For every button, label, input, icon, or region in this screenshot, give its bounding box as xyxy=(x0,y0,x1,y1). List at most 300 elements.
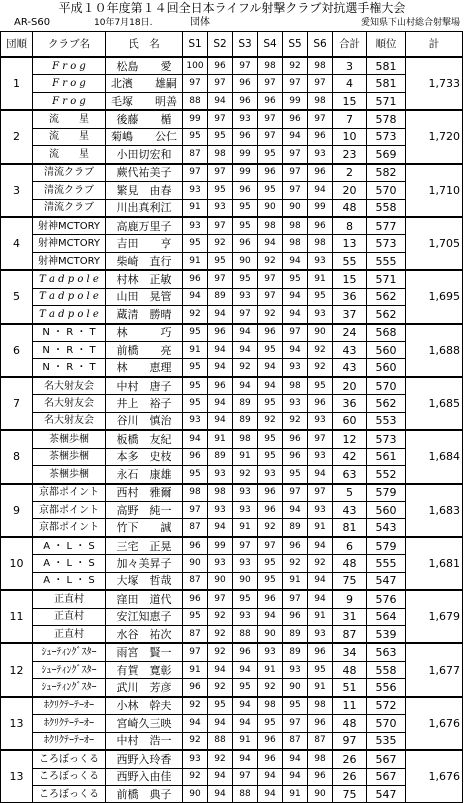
series-score: 92 xyxy=(208,608,233,625)
series-score: 96 xyxy=(258,501,283,518)
series-score: 93 xyxy=(183,750,208,768)
header-name: 氏 名 xyxy=(106,32,183,58)
place-value: 570 xyxy=(367,182,406,199)
series-score: 98 xyxy=(233,430,258,448)
series-score: 89 xyxy=(233,412,258,430)
sum-value: 11 xyxy=(333,697,367,715)
team-group xyxy=(1,377,463,430)
series-score: 93 xyxy=(283,661,308,678)
series-score: 95 xyxy=(233,217,258,235)
sum-value: 36 xyxy=(333,395,367,412)
club-name: 射神MCTORY xyxy=(33,235,106,252)
shooter-name: 小田切宏和 xyxy=(106,146,183,164)
series-score: 92 xyxy=(233,466,258,484)
series-score: 96 xyxy=(233,235,258,252)
club-name: ｼｭｰﾃｨﾝｸﾞｽﾀｰ xyxy=(33,643,106,661)
team-group xyxy=(1,590,463,643)
table-row xyxy=(1,679,463,697)
series-score: 87 xyxy=(183,519,208,537)
series-score: 95 xyxy=(233,679,258,697)
series-score: 92 xyxy=(233,359,258,377)
team-rank: 7 xyxy=(1,377,33,430)
series-score: 95 xyxy=(258,146,283,164)
shooter-name: 本多 史枝 xyxy=(106,448,183,465)
shooter-name: 北濱 雄嗣 xyxy=(106,75,183,92)
series-score: 95 xyxy=(308,377,333,395)
series-score: 92 xyxy=(283,57,308,75)
team-rank: 4 xyxy=(1,217,33,270)
series-score: 97 xyxy=(258,128,283,145)
series-score: 92 xyxy=(283,412,308,430)
series-score: 94 xyxy=(308,182,333,199)
table-row xyxy=(1,146,463,164)
table-row xyxy=(1,395,463,412)
series-score: 89 xyxy=(283,643,308,661)
sum-value: 81 xyxy=(333,519,367,537)
series-score: 96 xyxy=(233,128,258,145)
header-sum: 合計 xyxy=(333,32,367,58)
series-score: 96 xyxy=(283,608,308,625)
series-score: 93 xyxy=(233,110,258,128)
team-rank: 6 xyxy=(1,324,33,377)
series-score: 88 xyxy=(233,785,258,802)
series-score: 99 xyxy=(208,537,233,555)
sum-value: 9 xyxy=(333,590,367,608)
series-score: 91 xyxy=(183,199,208,217)
place-value: 558 xyxy=(367,661,406,678)
series-score: 93 xyxy=(258,466,283,484)
table-row xyxy=(1,110,463,128)
shooter-name: 後藤 楯 xyxy=(106,110,183,128)
team-rank: 12 xyxy=(1,643,33,696)
series-score: 93 xyxy=(233,608,258,625)
series-score: 94 xyxy=(283,501,308,518)
shooter-name: 谷川 慎治 xyxy=(106,412,183,430)
series-score: 92 xyxy=(308,555,333,572)
series-score: 99 xyxy=(308,199,333,217)
table-row xyxy=(1,519,463,537)
series-score: 96 xyxy=(308,217,333,235)
series-score: 94 xyxy=(208,412,233,430)
sum-value: 63 xyxy=(333,466,367,484)
series-score: 94 xyxy=(283,342,308,359)
series-score: 90 xyxy=(233,252,258,270)
table-row xyxy=(1,537,463,555)
series-score: 95 xyxy=(258,572,283,590)
sum-value: 20 xyxy=(333,377,367,395)
series-score: 97 xyxy=(258,110,283,128)
sum-value: 48 xyxy=(333,661,367,678)
shooter-name: 林 巧 xyxy=(106,324,183,342)
series-score: 92 xyxy=(283,555,308,572)
series-score: 87 xyxy=(183,626,208,644)
sum-value: 55 xyxy=(333,252,367,270)
team-rank: 1 xyxy=(1,57,33,110)
series-score: 90 xyxy=(183,555,208,572)
page-title: 平成１０年度第１４回全日本ライフル射撃クラブ対抗選手権大会 xyxy=(58,1,406,15)
series-score: 95 xyxy=(183,324,208,342)
sum-value: 24 xyxy=(333,324,367,342)
series-score: 97 xyxy=(258,537,283,555)
series-score: 93 xyxy=(233,501,258,518)
club-name: F r o g xyxy=(33,75,106,92)
series-score: 94 xyxy=(233,342,258,359)
table-row xyxy=(1,377,463,395)
shooter-name: 繁見 由春 xyxy=(106,182,183,199)
series-score: 90 xyxy=(308,324,333,342)
club-name: ｼｭｰﾃｨﾝｸﾞｽﾀｰ xyxy=(33,661,106,678)
series-score: 94 xyxy=(208,768,233,785)
series-score: 93 xyxy=(308,448,333,465)
series-score: 92 xyxy=(208,626,233,644)
table-row xyxy=(1,732,463,750)
series-score: 97 xyxy=(208,75,233,92)
place-value: 556 xyxy=(367,679,406,697)
series-score: 94 xyxy=(208,395,233,412)
place-value: 561 xyxy=(367,448,406,465)
series-score: 97 xyxy=(283,715,308,732)
team-rank: 13 xyxy=(1,750,33,803)
series-score: 93 xyxy=(308,501,333,518)
shooter-name: 井上 裕子 xyxy=(106,395,183,412)
sum-value: 37 xyxy=(333,306,367,324)
series-score: 95 xyxy=(258,342,283,359)
team-group xyxy=(1,537,463,590)
series-score: 95 xyxy=(308,661,333,678)
sum-value: 60 xyxy=(333,412,367,430)
series-score: 90 xyxy=(258,199,283,217)
series-score: 98 xyxy=(183,484,208,502)
series-score: 91 xyxy=(208,430,233,448)
place-value: 560 xyxy=(367,359,406,377)
place-value: 543 xyxy=(367,519,406,537)
series-score: 95 xyxy=(258,555,283,572)
sum-value: 97 xyxy=(333,732,367,750)
club-name: 清流クラブ xyxy=(33,182,106,199)
series-score: 95 xyxy=(283,466,308,484)
series-score: 89 xyxy=(208,288,233,305)
place-value: 562 xyxy=(367,288,406,305)
series-score: 97 xyxy=(308,75,333,92)
sum-value: 26 xyxy=(333,750,367,768)
series-score: 95 xyxy=(258,395,283,412)
series-score: 96 xyxy=(258,750,283,768)
series-score: 92 xyxy=(183,732,208,750)
shooter-name: 水谷 祐次 xyxy=(106,626,183,644)
series-score: 88 xyxy=(208,732,233,750)
club-name: ﾎｸﾘｸﾃｰﾃｰｵｰ xyxy=(33,715,106,732)
place-value: 582 xyxy=(367,164,406,182)
place-value: 576 xyxy=(367,590,406,608)
series-score: 95 xyxy=(233,590,258,608)
series-score: 94 xyxy=(208,519,233,537)
series-score: 94 xyxy=(283,306,308,324)
series-score: 92 xyxy=(308,342,333,359)
shooter-name: 西野入玲香 xyxy=(106,750,183,768)
series-score: 94 xyxy=(233,377,258,395)
event-date: 10年7月18日. xyxy=(94,18,153,28)
event-type: 団体 xyxy=(190,17,210,28)
series-score: 91 xyxy=(183,252,208,270)
club-name: 正直村 xyxy=(33,608,106,625)
series-score: 89 xyxy=(208,448,233,465)
series-score: 94 xyxy=(183,288,208,305)
series-score: 95 xyxy=(183,466,208,484)
place-value: 558 xyxy=(367,199,406,217)
sum-value: 15 xyxy=(333,270,367,288)
series-score: 94 xyxy=(258,235,283,252)
series-score: 96 xyxy=(308,395,333,412)
club-name: 射神MCTORY xyxy=(33,252,106,270)
series-score: 93 xyxy=(233,555,258,572)
place-value: 573 xyxy=(367,235,406,252)
series-score: 89 xyxy=(233,395,258,412)
place-value: 552 xyxy=(367,466,406,484)
series-score: 94 xyxy=(283,128,308,145)
shooter-name: 林 恵理 xyxy=(106,359,183,377)
club-name: A ・ L ・ S xyxy=(33,537,106,555)
place-value: 572 xyxy=(367,697,406,715)
series-score: 97 xyxy=(283,484,308,502)
meta-line xyxy=(0,16,464,30)
table-row xyxy=(1,572,463,590)
sum-value: 20 xyxy=(333,182,367,199)
series-score: 97 xyxy=(283,164,308,182)
place-value: 567 xyxy=(367,750,406,768)
series-score: 97 xyxy=(208,164,233,182)
club-name: 名大射友会 xyxy=(33,377,106,395)
sum-value: 23 xyxy=(333,146,367,164)
team-total: 1,677 xyxy=(406,643,463,696)
header-s3: S3 xyxy=(233,32,258,58)
series-score: 96 xyxy=(233,75,258,92)
club-name: 名大射友会 xyxy=(33,412,106,430)
series-score: 93 xyxy=(233,288,258,305)
club-name: 清流クラブ xyxy=(33,199,106,217)
series-score: 96 xyxy=(258,484,283,502)
shooter-name: 西村 雅爾 xyxy=(106,484,183,502)
shooter-name: 川出真利江 xyxy=(106,199,183,217)
team-total: 1,733 xyxy=(406,57,463,110)
shooter-name: 有賀 寛彰 xyxy=(106,661,183,678)
series-score: 98 xyxy=(283,235,308,252)
series-score: 94 xyxy=(308,590,333,608)
series-score: 99 xyxy=(233,164,258,182)
series-score: 93 xyxy=(208,555,233,572)
series-score: 94 xyxy=(258,377,283,395)
shooter-name: 板橋 友紀 xyxy=(106,430,183,448)
shooter-name: 中村 唐子 xyxy=(106,377,183,395)
shooter-name: 西野入由佳 xyxy=(106,768,183,785)
series-score: 96 xyxy=(258,732,283,750)
place-value: 555 xyxy=(367,252,406,270)
series-score: 87 xyxy=(283,732,308,750)
series-score: 91 xyxy=(233,519,258,537)
series-score: 94 xyxy=(208,661,233,678)
club-name: N ・ R ・ T xyxy=(33,342,106,359)
header-place: 順位 xyxy=(367,32,406,58)
series-score: 95 xyxy=(258,448,283,465)
sum-value: 5 xyxy=(333,484,367,502)
table-row xyxy=(1,785,463,802)
series-score: 92 xyxy=(208,643,233,661)
sum-value: 3 xyxy=(333,57,367,75)
series-score: 97 xyxy=(233,768,258,785)
series-score: 88 xyxy=(183,92,208,110)
club-name: 京都ポイント xyxy=(33,519,106,537)
table-row xyxy=(1,697,463,715)
series-score: 94 xyxy=(283,288,308,305)
shooter-name: 松島 愛 xyxy=(106,57,183,75)
table-row xyxy=(1,608,463,625)
team-total: 1,681 xyxy=(406,537,463,590)
series-score: 97 xyxy=(183,643,208,661)
header-row xyxy=(1,32,463,58)
team-total: 1,705 xyxy=(406,217,463,270)
series-score: 97 xyxy=(258,75,283,92)
series-score: 96 xyxy=(308,768,333,785)
series-score: 95 xyxy=(183,235,208,252)
series-score: 88 xyxy=(233,626,258,644)
series-score: 97 xyxy=(308,430,333,448)
club-name: ころぼっくる xyxy=(33,785,106,802)
series-score: 98 xyxy=(258,697,283,715)
table-row xyxy=(1,217,463,235)
header-total: 計 xyxy=(406,32,463,58)
series-score: 90 xyxy=(308,785,333,802)
series-score: 97 xyxy=(208,110,233,128)
sum-value: 75 xyxy=(333,785,367,802)
series-score: 95 xyxy=(208,252,233,270)
series-score: 93 xyxy=(308,626,333,644)
sum-value: 36 xyxy=(333,288,367,305)
club-name: 正直村 xyxy=(33,626,106,644)
table-row xyxy=(1,448,463,465)
series-score: 94 xyxy=(308,572,333,590)
series-score: 94 xyxy=(258,785,283,802)
series-score: 97 xyxy=(258,288,283,305)
table-row xyxy=(1,590,463,608)
series-score: 98 xyxy=(208,146,233,164)
shooter-name: 中村 浩一 xyxy=(106,732,183,750)
series-score: 97 xyxy=(208,270,233,288)
series-score: 92 xyxy=(258,252,283,270)
series-score: 96 xyxy=(283,110,308,128)
place-value: 570 xyxy=(367,715,406,732)
table-row xyxy=(1,324,463,342)
table-row xyxy=(1,342,463,359)
place-value: 579 xyxy=(367,537,406,555)
table-row xyxy=(1,626,463,644)
series-score: 96 xyxy=(308,715,333,732)
header-s1: S1 xyxy=(183,32,208,58)
series-score: 92 xyxy=(183,768,208,785)
sum-value: 26 xyxy=(333,768,367,785)
series-score: 99 xyxy=(283,92,308,110)
series-score: 96 xyxy=(308,643,333,661)
club-name: 流 星 xyxy=(33,110,106,128)
series-score: 99 xyxy=(183,110,208,128)
team-rank: 2 xyxy=(1,110,33,163)
team-rank: 13 xyxy=(1,697,33,750)
series-score: 93 xyxy=(183,217,208,235)
place-value: 562 xyxy=(367,306,406,324)
club-name: T a d p o l e xyxy=(33,288,106,305)
club-name: 正直村 xyxy=(33,590,106,608)
table-row xyxy=(1,661,463,678)
team-rank: 5 xyxy=(1,270,33,323)
series-score: 96 xyxy=(233,643,258,661)
series-score: 96 xyxy=(183,448,208,465)
table-row xyxy=(1,555,463,572)
series-score: 94 xyxy=(233,661,258,678)
header-club: クラブ名 xyxy=(33,32,106,58)
series-score: 96 xyxy=(258,324,283,342)
club-name: 流 星 xyxy=(33,128,106,145)
shooter-name: 安江知恵子 xyxy=(106,608,183,625)
shooter-name: 竹下 誠 xyxy=(106,519,183,537)
team-total: 1,710 xyxy=(406,164,463,217)
team-group xyxy=(1,750,463,803)
series-score: 94 xyxy=(283,252,308,270)
place-value: 573 xyxy=(367,128,406,145)
series-score: 92 xyxy=(258,412,283,430)
series-score: 97 xyxy=(233,537,258,555)
team-total: 1,683 xyxy=(406,484,463,537)
series-score: 92 xyxy=(183,697,208,715)
shooter-name: 永石 康雄 xyxy=(106,466,183,484)
sum-value: 43 xyxy=(333,501,367,518)
series-score: 96 xyxy=(283,448,308,465)
series-score: 95 xyxy=(183,128,208,145)
series-score: 97 xyxy=(233,57,258,75)
series-score: 89 xyxy=(283,519,308,537)
series-score: 97 xyxy=(308,484,333,502)
shooter-name: 柴崎 直行 xyxy=(106,252,183,270)
place-value: 571 xyxy=(367,92,406,110)
series-score: 94 xyxy=(233,750,258,768)
series-score: 93 xyxy=(308,306,333,324)
shooter-name: 毛塚 明善 xyxy=(106,92,183,110)
shooter-name: 村林 正敏 xyxy=(106,270,183,288)
series-score: 89 xyxy=(283,626,308,644)
place-value: 535 xyxy=(367,732,406,750)
series-score: 96 xyxy=(183,590,208,608)
club-name: 茶梱歩梱 xyxy=(33,448,106,465)
series-score: 92 xyxy=(208,235,233,252)
table-row xyxy=(1,768,463,785)
table-row xyxy=(1,412,463,430)
team-group xyxy=(1,217,463,270)
table-row xyxy=(1,750,463,768)
series-score: 98 xyxy=(283,217,308,235)
sum-value: 43 xyxy=(333,359,367,377)
series-score: 94 xyxy=(183,715,208,732)
shooter-name: 雨宮 賢一 xyxy=(106,643,183,661)
series-score: 92 xyxy=(258,306,283,324)
table-row xyxy=(1,484,463,502)
series-score: 92 xyxy=(258,679,283,697)
series-score: 97 xyxy=(233,306,258,324)
series-score: 92 xyxy=(308,359,333,377)
shooter-name: 小林 幹夫 xyxy=(106,697,183,715)
series-score: 97 xyxy=(283,182,308,199)
series-score: 91 xyxy=(308,679,333,697)
club-name: 流 星 xyxy=(33,146,106,164)
series-score: 90 xyxy=(183,785,208,802)
series-score: 98 xyxy=(283,377,308,395)
shooter-name: 高野 純一 xyxy=(106,501,183,518)
